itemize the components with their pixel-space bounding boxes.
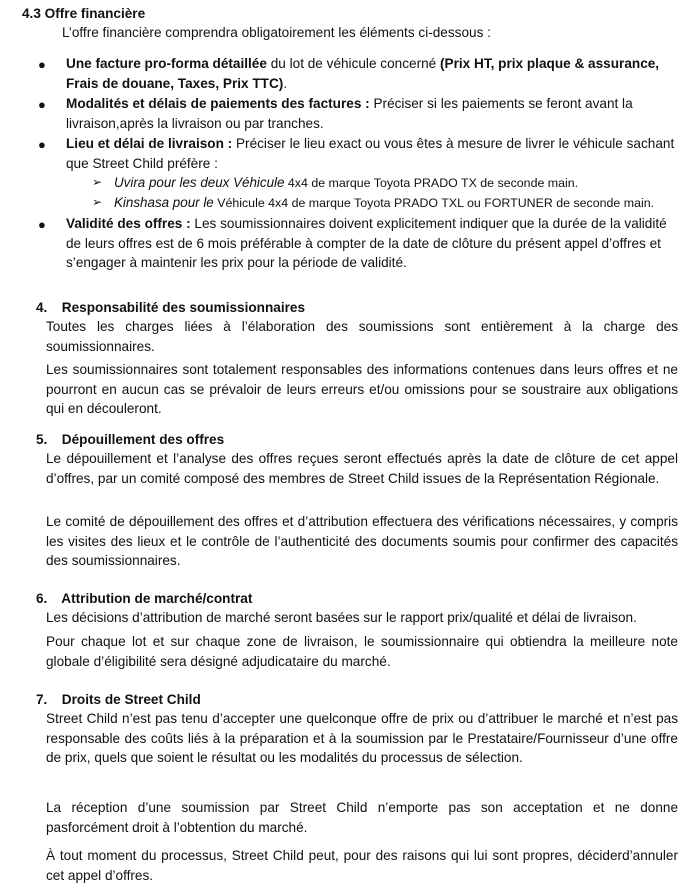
- paragraph: Pour chaque lot et sur chaque zone de livraison, le soumissionnaire qui obtiendra la meilleure note globale d’éligibilité sera désigné adjudicataire du marché.: [46, 634, 678, 669]
- sub-item-italic: Kinshasa pour le: [114, 195, 214, 210]
- section-title: Droits de Street Child: [61, 692, 201, 707]
- paragraph: À tout moment du processus, Street Child peut, pour des raisons qui lui sont propres, déciderd’annuler cet appel d’offres.: [46, 848, 678, 883]
- sub-item-italic: Uvira pour les deux Véhicule: [114, 175, 285, 190]
- section-4-3-intro: L’offre financière comprendra obligatoirement les éléments ci-dessous :: [62, 25, 491, 40]
- list-item-bold: Une facture pro-forma détaillée: [66, 56, 267, 71]
- list-item-bold: Lieu et délai de livraison :: [66, 136, 233, 151]
- paragraph: Toutes les charges liées à l’élaboration des soumissions sont entièrement à la charge des soumissionnaires.: [46, 319, 678, 354]
- section-title: Dépouillement des offres: [61, 432, 225, 447]
- financial-offer-list: [38, 54, 678, 274]
- bullet-icon: ●: [38, 97, 46, 112]
- bullet-icon: ●: [38, 217, 46, 232]
- arrow-bullet-icon: ➢: [92, 195, 103, 209]
- list-item-bold: Validité des offres :: [66, 216, 191, 231]
- arrow-bullet-icon: ➢: [92, 175, 103, 189]
- sub-list-item: [92, 193, 678, 213]
- bullet-icon: ●: [38, 57, 46, 72]
- list-item: [38, 54, 678, 93]
- section-number: 6.: [36, 591, 48, 606]
- sub-list-item: [92, 173, 678, 193]
- section-number: 7.: [36, 692, 48, 707]
- list-item: [38, 134, 678, 213]
- list-item: [38, 94, 678, 133]
- section-heading: [36, 589, 252, 609]
- list-item-text: Préciser le lieu exact ou vous êtes à mesure de livrer le véhicule sachant que Street Child préfère :: [66, 136, 675, 171]
- list-item-text: .: [283, 75, 288, 91]
- section-heading: [36, 298, 305, 318]
- paragraph: Le dépouillement et l’analyse des offres reçues seront effectués après la date de clôture de cet appel d’offres, par un comité composé des membres de Street Child issues de la Représentation Régionale.: [46, 451, 678, 486]
- list-item-bold: (Prix HT, prix plaque & assurance, Frais de douane, Taxes, Prix TTC): [66, 56, 660, 91]
- list-item-text: du lot de véhicule concerné: [266, 56, 440, 71]
- section-title: Attribution de marché/contrat: [61, 591, 253, 606]
- section-heading: [36, 690, 201, 710]
- paragraph: Les soumissionnaires sont totalement responsables des informations contenues dans leurs offres et ne pourront en aucun cas se prévaloir de leurs erreurs et/ou omissions pour se soustraire aux obligations qui en découleront.: [46, 362, 678, 416]
- paragraph: Les décisions d’attribution de marché seront basées sur le rapport prix/qualité et délai de livraison.: [46, 610, 637, 625]
- list-item: [38, 214, 678, 273]
- section-title: Responsabilité des soumissionnaires: [61, 300, 306, 315]
- bullet-icon: ●: [38, 137, 46, 152]
- paragraph: La réception d’une soumission par Street Child n’emporte pas son acceptation et ne donne pasforcément droit à l’obtention du marché.: [46, 800, 678, 835]
- section-number: 4.: [36, 300, 48, 315]
- list-item-text: Les soumissionnaires doivent explicitement indiquer que la durée de la validité de leurs offres est de 6 mois préférable à compter de la date de clôture du présent appel d’offres et s’engager à maintenir les prix pour la période de validité.: [66, 216, 667, 270]
- paragraph: Le comité de dépouillement des offres et d’attribution effectuera des vérifications nécessaires, y compris les visites des lieux et le contrôle de l’authenticité des documents soumis pour confirmer des capacités des soumissionnaires.: [46, 514, 678, 568]
- section-heading: [36, 430, 224, 450]
- sub-item-text: 4x4 de marque Toyota PRADO TX de seconde main.: [284, 176, 579, 190]
- section-4-3-heading: 4.3 Offre financière: [22, 6, 146, 21]
- list-item-bold: Modalités et délais de paiements des factures :: [66, 96, 370, 111]
- list-item-text: Préciser si les paiements se feront avant la livraison,après la livraison ou par tranches.: [66, 96, 633, 131]
- section-number: 5.: [36, 432, 48, 447]
- sub-item-text: Véhicule 4x4 de marque Toyota PRADO TXL ou FORTUNER de seconde main.: [213, 196, 655, 210]
- paragraph: Street Child n’est pas tenu d’accepter une quelconque offre de prix ou d’attribuer le marché et n’est pas responsable des coûts liés à la préparation et à la soumission par le Prestataire/Fournisseur d’une offre de prix, quels que soient le résultat ou les modalités du processus de sélection.: [46, 711, 678, 765]
